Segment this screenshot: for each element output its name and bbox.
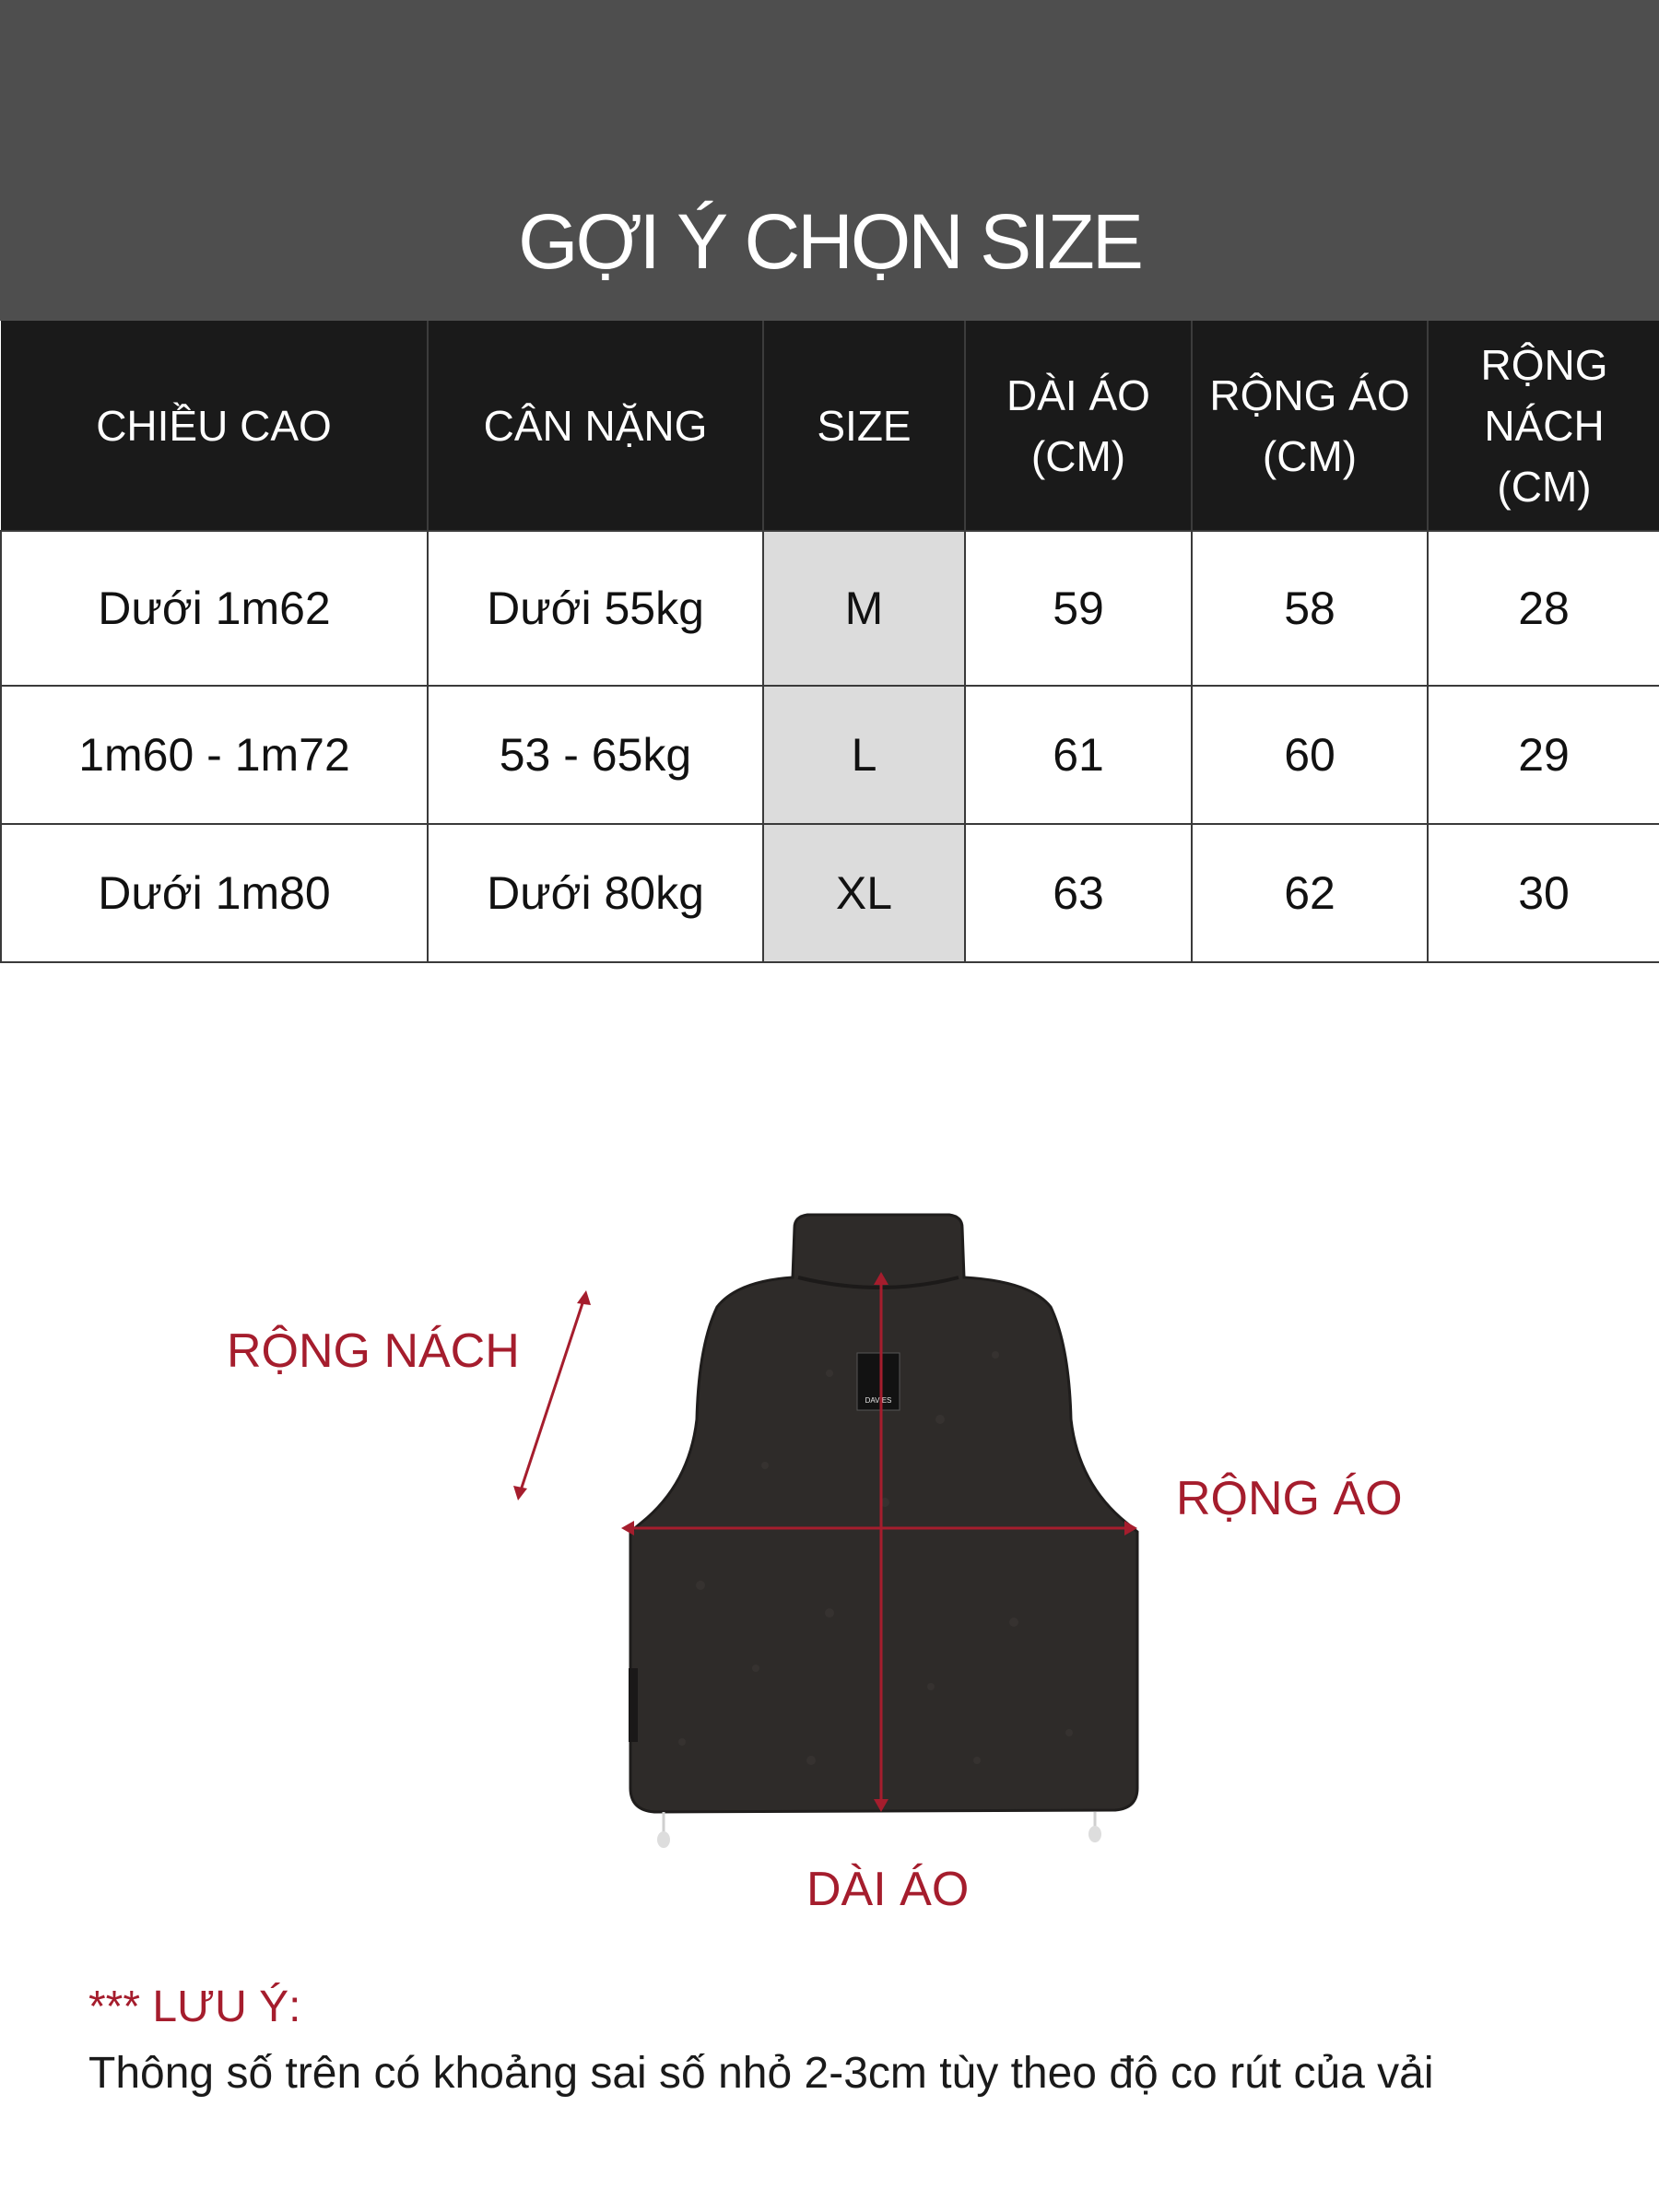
cell-height: Dưới 1m80 xyxy=(1,824,428,962)
cell-size: XL xyxy=(763,824,965,962)
cell-width: 58 xyxy=(1192,531,1428,686)
cell-weight: Dưới 55kg xyxy=(428,531,763,686)
label-width: RỘNG ÁO xyxy=(1176,1472,1403,1525)
table-row xyxy=(1,686,1659,824)
measurement-diagram xyxy=(0,1189,1659,1916)
cell-length: 61 xyxy=(965,686,1192,824)
table-header-row xyxy=(1,321,1659,531)
cell-size: L xyxy=(763,686,965,824)
cell-weight: 53 - 65kg xyxy=(428,686,763,824)
cell-armpit: 28 xyxy=(1428,531,1659,686)
page-title: GỢI Ý CHỌN SIZE xyxy=(518,198,1141,285)
cell-length: 59 xyxy=(965,531,1192,686)
vest-body xyxy=(630,1215,1137,1812)
cell-height: 1m60 - 1m72 xyxy=(1,686,428,824)
cell-width: 60 xyxy=(1192,686,1428,824)
cell-height: Dưới 1m62 xyxy=(1,531,428,686)
header-length: DÀI ÁO (CM) xyxy=(965,321,1192,531)
title-banner xyxy=(0,0,1659,321)
header-size: SIZE xyxy=(763,321,965,531)
note-text: Thông số trên có khoảng sai số nhỏ 2-3cm tùy theo độ co rút của vải xyxy=(88,2049,1434,2098)
cell-width: 62 xyxy=(1192,824,1428,962)
cell-size: M xyxy=(763,531,965,686)
header-armpit: RỘNG NÁCH (CM) xyxy=(1428,321,1659,531)
cell-weight: Dưới 80kg xyxy=(428,824,763,962)
vest-illustration xyxy=(0,1189,1659,1908)
label-armpit: RỘNG NÁCH xyxy=(227,1324,520,1378)
header-weight: CÂN NẶNG xyxy=(428,321,763,531)
header-width: RỘNG ÁO (CM) xyxy=(1192,321,1428,531)
cell-armpit: 29 xyxy=(1428,686,1659,824)
label-length: DÀI ÁO xyxy=(806,1863,970,1916)
armpit-arrow xyxy=(520,1298,584,1493)
table-row xyxy=(1,824,1659,962)
note-title: *** LƯU Ý: xyxy=(88,1983,301,2031)
brand-tag-text: DAVIES xyxy=(865,1396,892,1405)
side-tab xyxy=(629,1668,638,1742)
size-chart-table xyxy=(0,321,1659,963)
header-height: CHIỀU CAO xyxy=(1,321,428,531)
table-row xyxy=(1,531,1659,686)
cell-armpit: 30 xyxy=(1428,824,1659,962)
cell-length: 63 xyxy=(965,824,1192,962)
